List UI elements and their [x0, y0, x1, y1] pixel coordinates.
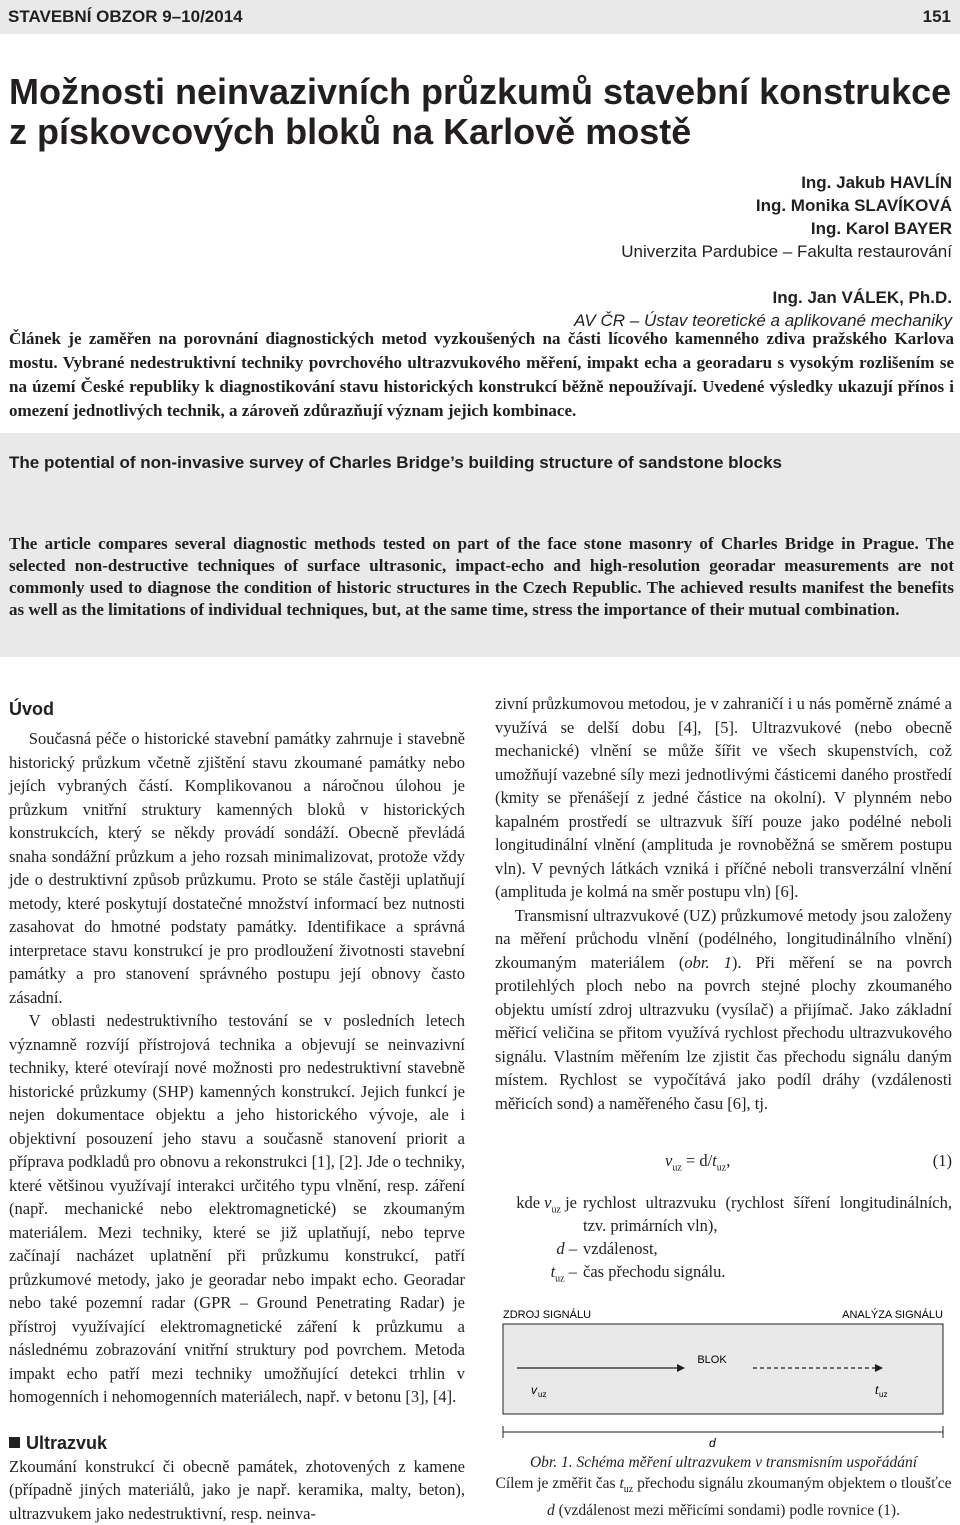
body-paragraph: Současná péče o historické stavební památky zahrnuje i stavebně historický průzkum včetně zjištění stavu zkoumané památky nebo jejích vybraných částí. Komplikovanou a náročnou úlohou je průzkum vnitřní struktury kamenných bloků v historických konstrukcích, který se někdy provádí sondáží. Obecně převládá snaha sondážní průzkum a jeho rozsah minimalizovat, protože vždy jde o destruktivní způsob průzkumu. Proto se stále častěji uplatňují metody, které poskytují dostatečné množství informací bez nutnosti zasahovat do hmotné podstaty památky. Identifikace a správná interpretace stavu konstrukcí je pro prodloužení životnosti stavební památky a pro stanovení správného postupu její obnovy často zásadní. — [9, 727, 465, 1009]
def-dash: – — [569, 1239, 577, 1258]
caption-var: d — [547, 1502, 555, 1519]
english-title: The potential of non-invasive survey of Charles Bridge’s building structure of sandstone blocks — [9, 452, 949, 474]
def-sub: uz — [555, 1273, 564, 1284]
eq-symbol: t — [712, 1151, 717, 1170]
right-column — [495, 692, 952, 1521]
eq-subscript: uz — [672, 1162, 681, 1173]
def-sub: uz — [552, 1204, 561, 1215]
block-label: BLOK — [697, 1354, 727, 1366]
time-label: t — [875, 1383, 879, 1397]
body-paragraph: V oblasti nedestruktivního testování se v posledních letech významně rozvíjí přístrojová technika a objevují se neinvazivní techniky, které otevírají nové možnosti pro nedestruktivní stavebně historické průzkumy (SHP) kamenných konstrukcí. Jejich funkcí je nejen dokumentace objektu a jeho historického vývoje, ale i objektivní posouzení jeho stavu a současně stanovení priorit a příprava podkladů pro obnovu a rekonstrukci [1], [2]. Jde o techniky, které většinou využívají interakci určitého typu vlnění, resp. záření (např. mechanické nebo elektromagnetické) se zkoumaným materiálem. Mezi techniky, které se již uplatňují, nebo teprve začínají nacházet uplatnění při průzkumu konstrukcí, patří průzkumové metody, jako je georadar nebo impakt echo. Georadar nebo také pozemní radar (GPR – Ground Penetrating Radar) je přístroj využívající elektromagnetické záření k průzkumu a následnému zobrazování vnitřní struktury pod povrchem. Metoda impakt echo patří mezi techniky umožňující detekci trhlin v homogenních i nehomogenních materiálech, např. v betonu [3], [4]. — [9, 1009, 465, 1409]
text-run: ). Při měření se na povrch protilehlých ploch nebo na povrch stejné plochy zkoumaného objektu umístí zdroj ultrazvuku (vysílač) a přijímač. Jako základní měřicí veličina se přitom využívá rychlost přechodu ultrazvukového signálu. Vlastním měřením lze zjistit čas přechodu signálu daným místem. Rychlost se vypočítává jako podíl dráhy (vzdálenosti měřicích sond) a naměřeného času [6], tj. — [495, 953, 952, 1113]
thickness-label: d — [709, 1436, 716, 1450]
author-block — [574, 171, 952, 332]
text-run: Transmisní ultrazvukové (UZ) průzkumové metody jsou založeny na měření průchodu vlnění (podélného, longitudinálního vlnění) zkoumaným materiálem ( — [495, 906, 952, 972]
equation-number: (1) — [933, 1149, 952, 1173]
analysis-label: ANALÝZA SIGNÁLU — [842, 1308, 943, 1321]
page-number: 151 — [923, 7, 951, 27]
text-run: přechodu signálu zkoumaným objektem o tloušťce — [633, 1475, 951, 1492]
square-bullet-icon — [9, 1437, 20, 1448]
journal-name: STAVEBNÍ OBZOR 9–10/2014 — [8, 7, 243, 27]
caption-var: t — [619, 1475, 623, 1492]
time-subscript: uz — [879, 1390, 887, 1399]
article-title: Možnosti neinvazivních průzkumů stavební konstrukce z pískovcových bloků na Karlově mostě — [9, 72, 954, 152]
eq-symbol: v — [665, 1151, 672, 1170]
velocity-label: v — [531, 1383, 538, 1397]
author-affiliation: AV ČR – Ústav teoretické a aplikované mechaniky — [574, 309, 952, 332]
velocity-subscript: uz — [538, 1390, 546, 1399]
left-column — [9, 697, 465, 1525]
section-heading-intro: Úvod — [9, 697, 465, 721]
definition-row — [495, 1191, 952, 1237]
english-abstract: The article compares several diagnostic methods tested on part of the face stone masonry of Charles Bridge in Prague. The selected non-destructive techniques of surface ultrasonic, impact-echo and high-resolution georadar measurements are not commonly used to diagnose the condition of historic structures in the Czech Republic. The achieved results manifest the benefits as well as the limitations of individual techniques, but, at the same time, stress the importance of their mutual combination. — [9, 533, 954, 621]
definition-text: vzdálenost, — [583, 1237, 952, 1260]
equation-1 — [495, 1149, 952, 1175]
text-run: Cílem je změřit čas — [495, 1475, 619, 1492]
definition-text: rychlost ultrazvuku (rychlost šíření longitudinálních, tzv. primárních vln), — [583, 1191, 952, 1237]
caption-label: Obr. 1. Schéma měření ultrazvukem v transmisním uspořádání — [495, 1452, 952, 1473]
eq-punct: , — [726, 1151, 730, 1170]
def-var: v — [544, 1193, 551, 1212]
caption-text — [495, 1473, 952, 1521]
author-name: Ing. Jakub HAVLÍN — [574, 171, 952, 194]
def-var: t — [551, 1262, 556, 1281]
def-var: d — [556, 1239, 564, 1258]
author-name: Ing. Monika SLAVÍKOVÁ — [574, 194, 952, 217]
equation-expression — [665, 1149, 730, 1180]
body-paragraph — [495, 904, 952, 1116]
author-affiliation: Univerzita Pardubice – Fakulta restaurování — [574, 240, 952, 263]
abstract-czech: Článek je zaměřen na porovnání diagnostických metod vyzkoušených na části lícového kamenného zdiva pražského Karlova mostu. Vybrané nedestruktivní techniky povrchového ultrazvukového měření, impakt echa a georadaru s vysokým rozlišením se na území České republiky k diagnostikování stavu historických konstrukcí běžně nepoužívají. Uvedené výsledky ukazují přínos i omezení jednotlivých technik, a zároveň zdůrazňují význam jejich kombinace. — [9, 327, 954, 423]
source-label: ZDROJ SIGNÁLU — [503, 1308, 591, 1321]
variable-definitions — [495, 1191, 952, 1290]
definition-row — [495, 1237, 952, 1260]
running-header — [0, 0, 960, 34]
author-name: Ing. Karol BAYER — [574, 217, 952, 240]
section-heading-text: Ultrazvuk — [26, 1433, 107, 1453]
figure-1-diagram — [495, 1300, 952, 1450]
figure-reference: obr. 1 — [684, 953, 732, 972]
english-abstract-box — [0, 433, 960, 657]
figure-caption — [495, 1452, 952, 1521]
author-name: Ing. Jan VÁLEK, Ph.D. — [574, 286, 952, 309]
body-paragraph: Zkoumání konstrukcí či obecně památek, zhotovených z kamene (případně jiných materiálů, jako je např. keramika, malty, beton), ultrazvukem jako nedestruktivní, resp. neinva- — [9, 1455, 465, 1525]
eq-subscript: uz — [717, 1162, 726, 1173]
definition-symbol — [495, 1237, 583, 1260]
definition-symbol — [495, 1191, 583, 1237]
eq-operator: = d/ — [682, 1151, 712, 1170]
caption-sub: uz — [624, 1484, 633, 1495]
def-dash: – — [569, 1262, 577, 1281]
section-heading-ultrasound — [9, 1431, 465, 1455]
je-word: je — [565, 1193, 577, 1212]
kde-word: kde — [516, 1193, 540, 1212]
body-paragraph: zivní průzkumovou metodou, je v zahraničí i u nás poměrně známé a využívá se delší dobu [4], [5]. Ultrazvukové (nebo obecně mechanické) vlnění se může šířit ve všech skupenstvích, což umožňují vazebné síly mezi jednotlivými částicemi daného prostředí (kmity se přenášejí z jedné částice na okolní). V plynném nebo kapalném prostředí se ultrazvuk šíří pouze jako podélné neboli longitudinální vlnění (amplituda je rovnoběžná se směrem postupu vln). V pevných látkách vzniká i příčné neboli transverzální vlnění (amplituda je kolmá na směr postupu vln) [6]. — [495, 692, 952, 904]
text-run: (vzdálenost mezi měřicími sondami) podle rovnice (1). — [555, 1502, 900, 1519]
definition-row — [495, 1260, 952, 1290]
definition-text: čas přechodu signálu. — [583, 1260, 952, 1290]
definition-symbol — [495, 1260, 583, 1290]
